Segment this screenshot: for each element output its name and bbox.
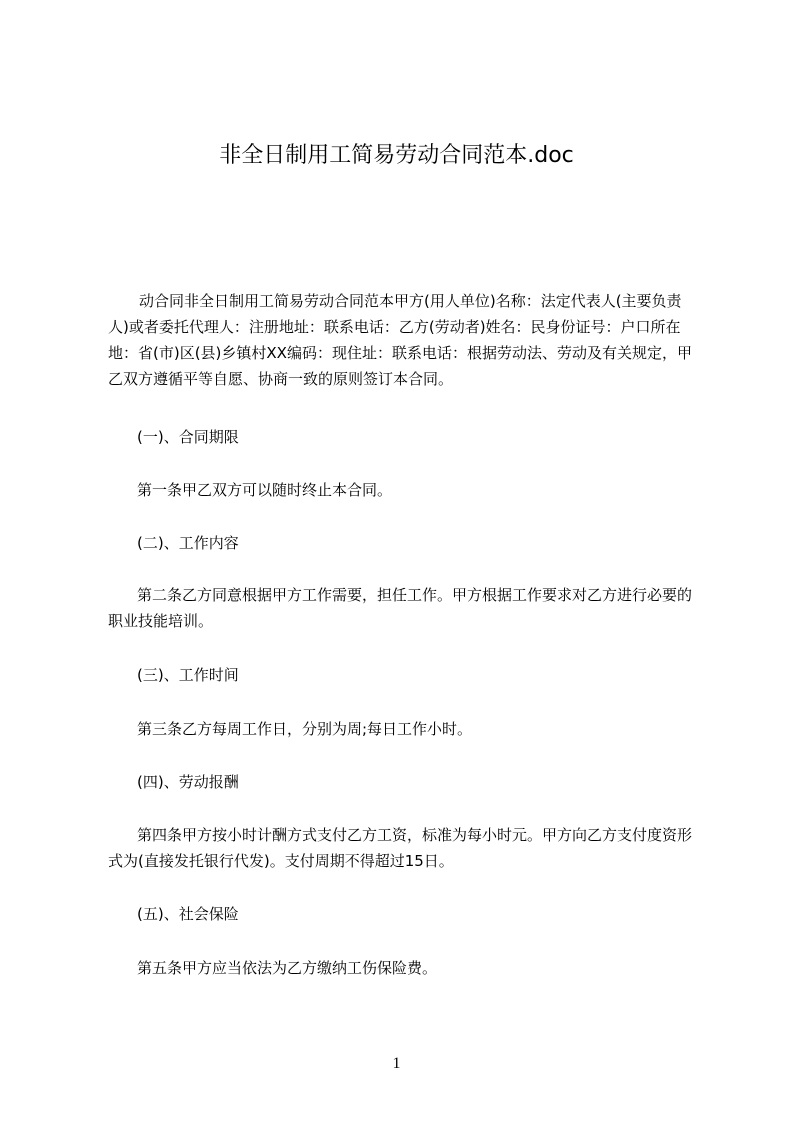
section-heading-2: (二)、工作内容: [137, 534, 239, 552]
article-1: 第一条甲乙双方可以随时终止本合同。: [137, 481, 393, 499]
page-number: 1: [392, 1055, 401, 1072]
article-3: 第三条乙方每周工作日，分别为周;每日工作小时。: [137, 720, 473, 738]
intro-paragraph: 动合同非全日制用工简易劳动合同范本甲方(用人单位)名称：法定代表人(主要负责人)或者委托代理人：注册地址：联系电话：乙方(劳动者)姓名：民身份证号：户口所在地：省(市)区(县)乡镇村XX编码：现住址：联系电话：根据劳动法、劳动及有关规定，甲乙双方遵循平等自愿、协商一致的原则签订本合同。: [108, 292, 692, 388]
article-2: 第二条乙方同意根据甲方工作需要，担任工作。甲方根据工作要求对乙方进行必要的职业技能培训。: [108, 586, 693, 630]
section-heading-5: (五)、社会保险: [137, 905, 239, 923]
document-title: 非全日制用工简易劳动合同范本.doc: [219, 143, 574, 168]
article-4: 第四条甲方按小时计酬方式支付乙方工资，标准为每小时元。甲方向乙方支付度资形式为(直接发托银行代发)。支付周期不得超过15日。: [108, 826, 693, 870]
section-heading-3: (三)、工作时间: [137, 666, 239, 684]
section-heading-1: (一)、合同期限: [137, 428, 239, 446]
section-heading-4: (四)、劳动报酬: [137, 773, 239, 791]
article-5: 第五条甲方应当依法为乙方缴纳工伤保险费。: [137, 959, 438, 977]
